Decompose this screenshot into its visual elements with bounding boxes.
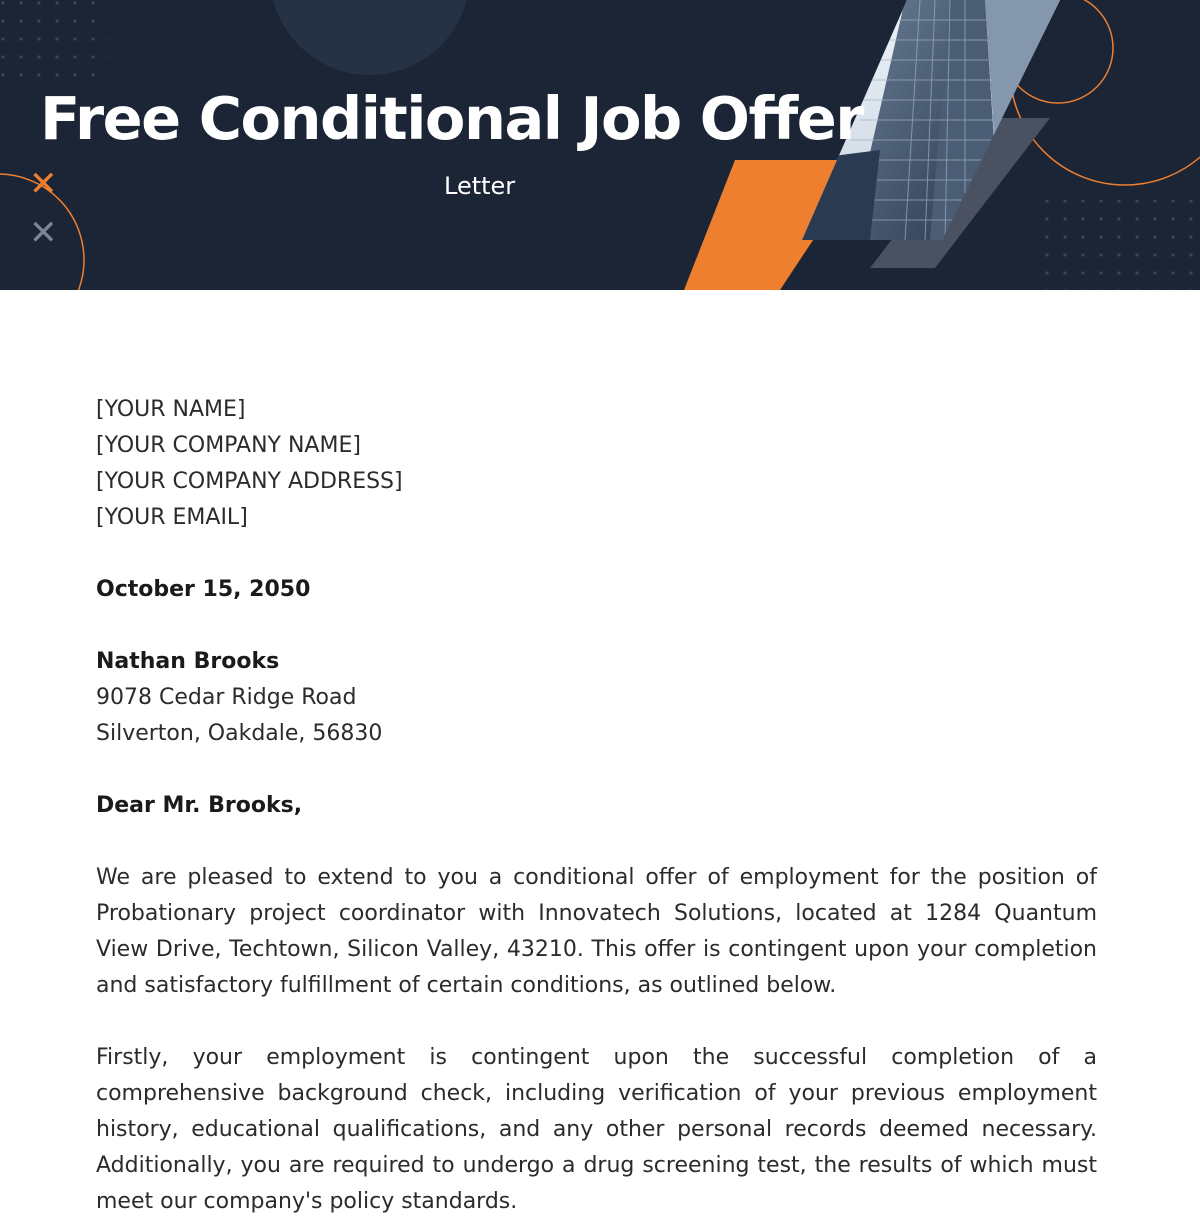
header-banner <box>0 0 1200 290</box>
recipient-city: Silverton, Oakdale, 56830 <box>96 721 383 746</box>
recipient-name: Nathan Brooks <box>96 649 280 674</box>
salutation: Dear Mr. Brooks, <box>96 793 303 818</box>
page-subtitle: Letter <box>444 172 516 200</box>
sender-name: [YOUR NAME] <box>96 397 246 422</box>
sender-company: [YOUR COMPANY NAME] <box>96 433 361 458</box>
page-title: Free Conditional Job Offer <box>40 84 863 153</box>
sender-address: [YOUR COMPANY ADDRESS] <box>96 469 403 494</box>
sender-block <box>96 392 1097 536</box>
letter-body <box>96 392 1097 1220</box>
paragraph-2: Firstly, your employment is contingent upon the successful completion of a comprehensive background check, including verification of your previous employment history, educational qualifications, and any other personal records deemed necessary. Additionally, you are required to undergo a drug screening test, the results of which must meet our company's policy standards. <box>96 1045 1097 1214</box>
x-mark-gray-icon: ✕ <box>29 213 58 253</box>
recipient-block <box>96 644 1097 752</box>
recipient-street: 9078 Cedar Ridge Road <box>96 685 357 710</box>
paragraph-1: We are pleased to extend to you a conditional offer of employment for the position of Probationary project coordinator with Innovatech Solutions, located at 1284 Quantum View Drive, Techtown, Silicon Valley, 43210. This offer is contingent upon your completion and satisfactory fulfillment of certain conditions, as outlined below. <box>96 865 1097 998</box>
faint-circle-shape <box>270 0 470 75</box>
x-mark-orange-icon: ✕ <box>29 164 58 204</box>
dot-grid-left <box>0 0 110 80</box>
dot-grid-right <box>1045 200 1195 290</box>
letter-date: October 15, 2050 <box>96 577 311 602</box>
sender-email: [YOUR EMAIL] <box>96 505 248 530</box>
